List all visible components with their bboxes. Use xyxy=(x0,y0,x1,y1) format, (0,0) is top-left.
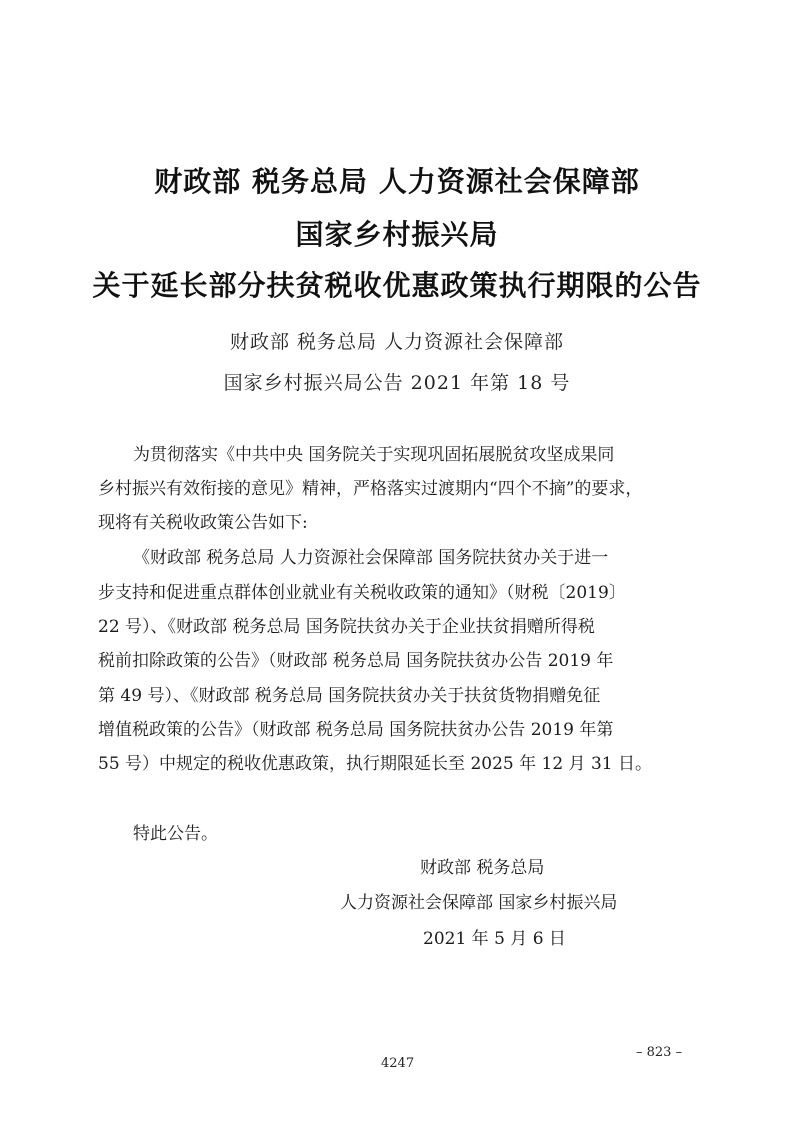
signature-date: 2021 年 5 月 6 日 xyxy=(423,929,566,949)
para1-line: 乡村振兴有效衔接的意见》精神，严格落实过渡期内“四个不摘”的要求， xyxy=(98,479,643,499)
para2-line: 55 号）中规定的税收优惠政策，执行期限延长至 2025 年 12 月 31 日。 xyxy=(98,754,652,774)
para2-line: 22 号）、《财政部 税务总局 国务院扶贫办关于企业扶贫捐赠所得税 xyxy=(98,617,595,637)
bottom-number: 4247 xyxy=(381,1056,415,1071)
signature-line-1: 财政部 税务总局 xyxy=(420,858,545,878)
title-line-1: 财政部 税务总局 人力资源社会保障部 xyxy=(154,165,640,198)
para2-line: 增值税政策的公告》（财政部 税务总局 国务院扶贫办公告 2019 年第 xyxy=(98,720,614,740)
doc-number-line-1: 财政部 税务总局 人力资源社会保障部 xyxy=(229,331,565,353)
closing-text: 特此公告。 xyxy=(133,824,218,844)
para1-line: 为贯彻落实《中共中央 国务院关于实现巩固拓展脱贫攻坚成果同 xyxy=(133,445,615,465)
doc-number-line-2: 国家乡村振兴局公告 2021 年第 18 号 xyxy=(223,372,571,394)
para2-line: 步支持和促进重点群体创业就业有关税收政策的通知》（财税〔2019〕 xyxy=(98,583,626,603)
signature-line-2: 人力资源社会保障部 国家乡村振兴局 xyxy=(340,893,618,913)
title-line-2: 国家乡村振兴局 xyxy=(295,218,499,251)
title-line-3: 关于延长部分扶贫税收优惠政策执行期限的公告 xyxy=(92,269,702,302)
page-number: – 823 – xyxy=(636,1045,683,1060)
para2-line: 税前扣除政策的公告》（财政部 税务总局 国务院扶贫办公告 2019 年 xyxy=(98,651,614,671)
para2-line: 第 49 号）、《财政部 税务总局 国务院扶贫办关于扶贫货物捐赠免征 xyxy=(98,686,601,706)
para2-line: 《财政部 税务总局 人力资源社会保障部 国务院扶贫办关于进一 xyxy=(133,548,609,568)
para1-line: 现将有关税收政策公告如下: xyxy=(98,513,308,533)
